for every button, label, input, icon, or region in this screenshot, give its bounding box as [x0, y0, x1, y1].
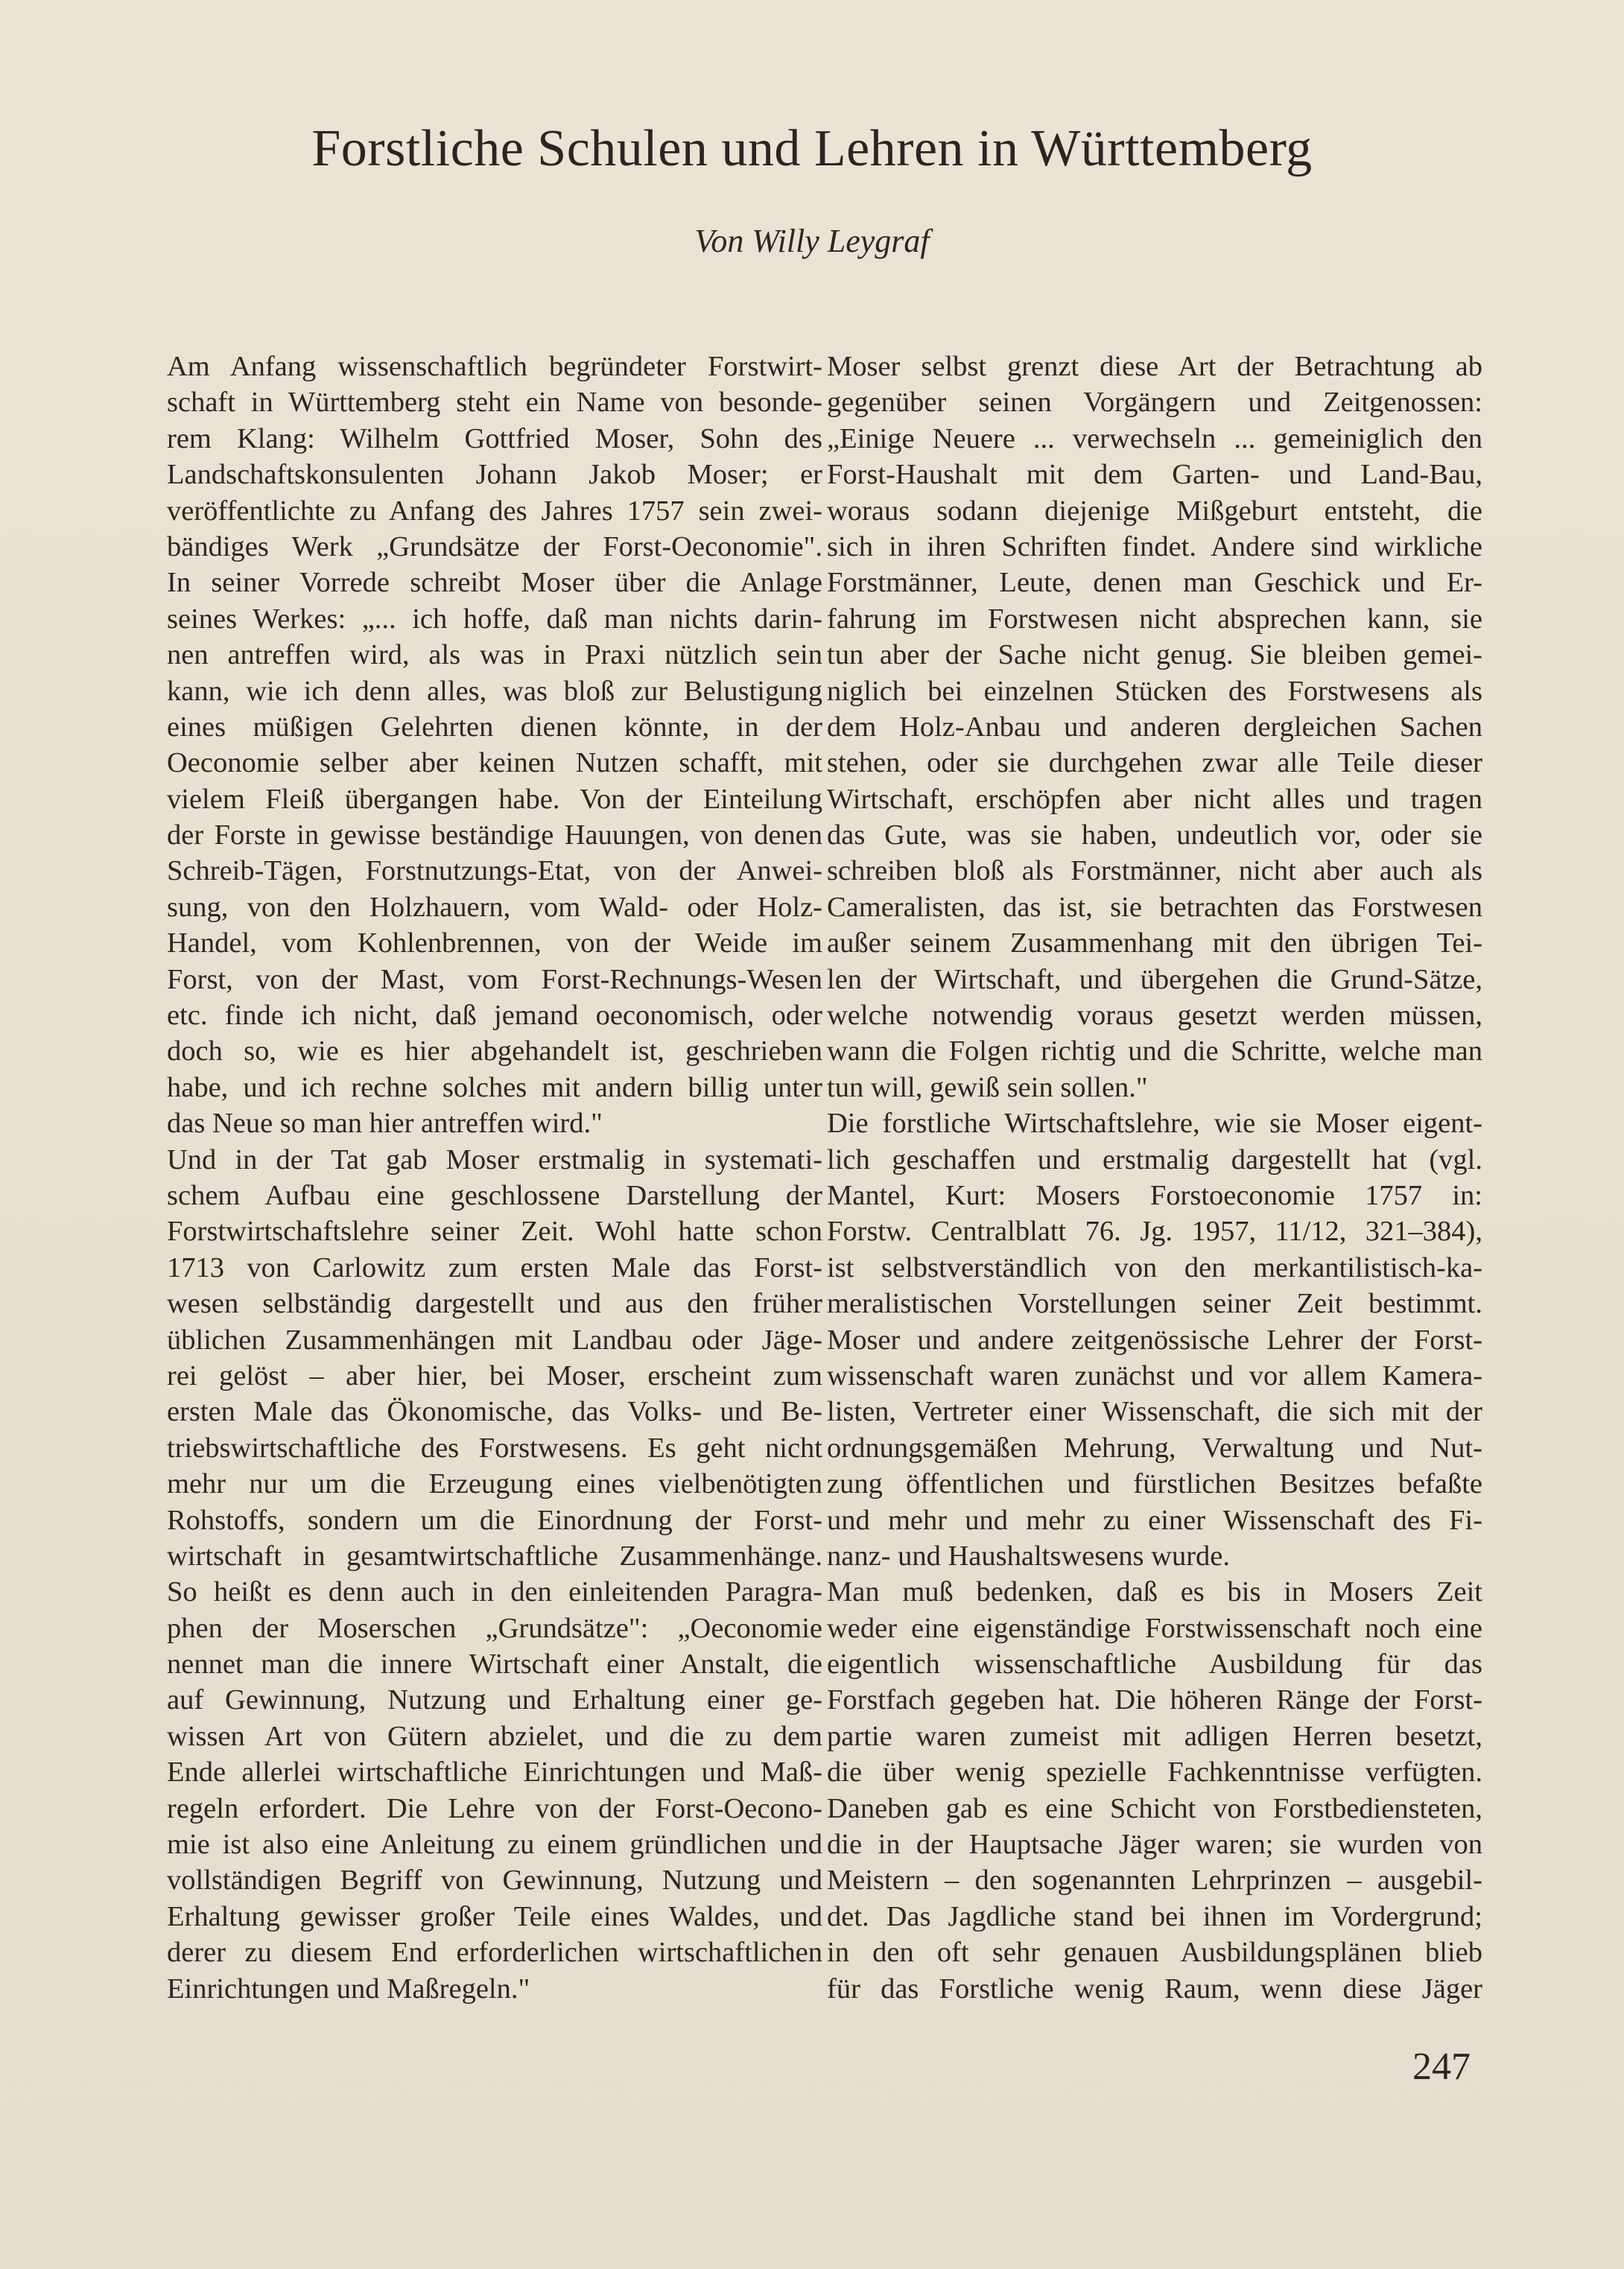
text-line: Moser selbst grenzt diese Art der Betrachtung ab	[827, 351, 1482, 382]
text-line: Wirtschaft, erschöpfen aber nicht alles und tragen	[827, 783, 1482, 815]
text-line: lich geschaffen und erstmalig dargestellt hat (vgl.	[827, 1143, 1482, 1175]
text-line: stehen, oder sie durchgehen zwar alle Teile dieser	[827, 747, 1482, 779]
text-line: außer seinem Zusammenhang mit den übrigen Tei-	[827, 927, 1482, 959]
text-line: tun will, gewiß sein sollen."	[827, 1071, 1148, 1103]
text-line: fahrung im Forstwesen nicht absprechen kann, sie	[827, 603, 1482, 635]
text-line: eines müßigen Gelehrten dienen könnte, in der	[167, 711, 822, 743]
text-line: rei gelöst – aber hier, bei Moser, erscheint zum	[167, 1359, 822, 1391]
text-line: phen der Moserschen „Grundsätze": „Oeconomie	[167, 1612, 822, 1644]
text-line: doch so, wie es hier abgehandelt ist, geschrieben	[167, 1035, 822, 1067]
text-line: Forstw. Centralblatt 76. Jg. 1957, 11/12, 321–384),	[827, 1216, 1482, 1248]
text-line: etc. finde ich nicht, daß jemand oeconomisch, oder	[167, 1000, 822, 1032]
text-line: Daneben gab es eine Schicht von Forstbediensteten,	[827, 1792, 1482, 1824]
article-title: Forstliche Schulen und Lehren in Württemberg	[311, 120, 1313, 177]
text-line: In seiner Vorrede schreibt Moser über die Anlage	[167, 567, 822, 599]
text-line: Oeconomie selber aber keinen Nutzen schafft, mit	[167, 747, 822, 779]
text-line: Ende allerlei wirtschaftliche Einrichtungen und Maß-	[167, 1757, 822, 1789]
text-line: sich in ihren Schriften findet. Andere sind wirkliche	[827, 530, 1482, 562]
text-line: vielem Fleiß übergangen habe. Von der Einteilung	[167, 783, 822, 815]
text-line: die in der Hauptsache Jäger waren; sie wurden von	[827, 1829, 1482, 1861]
text-line: wann die Folgen richtig und die Schritte, welche man	[827, 1035, 1482, 1067]
text-line: Forst-Haushalt mit dem Garten- und Land-Bau,	[827, 459, 1482, 491]
text-line: welche notwendig voraus gesetzt werden müssen,	[827, 1000, 1482, 1032]
text-line: woraus sodann diejenige Mißgeburt entsteht, die	[827, 495, 1482, 527]
text-line: 1713 von Carlowitz zum ersten Male das Forst-	[167, 1251, 822, 1283]
text-line: eigentlich wissenschaftliche Ausbildung für das	[827, 1648, 1482, 1681]
text-line: len der Wirtschaft, und übergehen die Grund-Sätze,	[827, 963, 1482, 995]
text-line: ersten Male das Ökonomische, das Volks- und Be-	[167, 1396, 822, 1428]
text-line: Schreib-Tägen, Forstnutzungs-Etat, von der Anwei-	[167, 855, 822, 887]
text-line: kann, wie ich denn alles, was bloß zur Belustigung	[167, 675, 822, 707]
text-line: üblichen Zusammenhängen mit Landbau oder Jäge-	[167, 1324, 822, 1356]
text-line: der Forste in gewisse beständige Hauungen, von denen	[167, 819, 822, 851]
text-line: sung, von den Holzhauern, vom Wald- oder Holz-	[167, 891, 822, 923]
text-line: und mehr und mehr zu einer Wissenschaft des Fi-	[827, 1504, 1482, 1536]
text-line: triebswirtschaftliche des Forstwesens. Es geht nicht	[167, 1432, 822, 1464]
text-line: veröffentlichte zu Anfang des Jahres 1757 sein zwei-	[167, 495, 822, 527]
text-line: Forstfach gegeben hat. Die höheren Ränge der Forst-	[827, 1684, 1482, 1716]
text-line: Und in der Tat gab Moser erstmalig in systemati-	[167, 1143, 822, 1175]
text-line: auf Gewinnung, Nutzung und Erhaltung einer ge-	[167, 1684, 822, 1716]
text-line: vollständigen Begriff von Gewinnung, Nutzung und	[167, 1865, 822, 1897]
text-line: listen, Vertreter einer Wissenschaft, die sich mit der	[827, 1396, 1482, 1428]
text-line: Moser und andere zeitgenössische Lehrer der Forst-	[827, 1324, 1482, 1356]
text-line: schem Aufbau eine geschlossene Darstellung der	[167, 1179, 822, 1211]
text-line: partie waren zumeist mit adligen Herren besetzt,	[827, 1720, 1482, 1752]
text-line: Meistern – den sogenannten Lehrprinzen – ausgebil-	[827, 1865, 1482, 1897]
text-line: seines Werkes: „... ich hoffe, daß man nichts darin-	[167, 603, 822, 635]
text-line: in den oft sehr genauen Ausbildungsplänen blieb	[827, 1937, 1482, 1969]
text-line: Landschaftskonsulenten Johann Jakob Moser; er	[167, 459, 822, 491]
text-line: Forstwirtschaftslehre seiner Zeit. Wohl hatte schon	[167, 1216, 822, 1248]
text-line: niglich bei einzelnen Stücken des Forstwesens als	[827, 675, 1482, 707]
text-line: zung öffentlichen und fürstlichen Besitzes befaßte	[827, 1468, 1482, 1500]
text-line: ist selbstverständlich von den merkantilistisch-ka-	[827, 1251, 1482, 1283]
text-column-left	[167, 349, 822, 2007]
text-line: Mantel, Kurt: Mosers Forstoeconomie 1757 in:	[827, 1179, 1482, 1211]
text-line: wirtschaft in gesamtwirtschaftliche Zusammenhänge.	[167, 1540, 822, 1572]
text-line: nen antreffen wird, als was in Praxi nützlich sein	[167, 639, 822, 671]
text-line: nennet man die innere Wirtschaft einer Anstalt, die	[167, 1648, 822, 1681]
text-line: Erhaltung gewisser großer Teile eines Waldes, und	[167, 1900, 822, 1932]
text-line: Die forstliche Wirtschaftslehre, wie sie Moser eigent-	[827, 1108, 1482, 1140]
text-line: wesen selbständig dargestellt und aus den früher	[167, 1288, 822, 1320]
text-line: mehr nur um die Erzeugung eines vielbenötigten	[167, 1468, 822, 1500]
text-line: det. Das Jagdliche stand bei ihnen im Vordergrund;	[827, 1900, 1482, 1932]
text-line: Handel, vom Kohlenbrennen, von der Weide im	[167, 927, 822, 959]
text-line: Cameralisten, das ist, sie betrachten das Forstwesen	[827, 891, 1482, 923]
text-line: gegenüber seinen Vorgängern und Zeitgenossen:	[827, 387, 1482, 419]
text-line: mie ist also eine Anleitung zu einem gründlichen und	[167, 1829, 822, 1861]
text-line: Forst, von der Mast, vom Forst-Rechnungs-Wesen	[167, 963, 822, 995]
text-line: meralistischen Vorstellungen seiner Zeit bestimmt.	[827, 1288, 1482, 1320]
text-line: nanz- und Haushaltswesens wurde.	[827, 1540, 1230, 1572]
text-line: So heißt es denn auch in den einleitenden Paragra-	[167, 1576, 822, 1608]
text-line: Einrichtungen und Maßregeln."	[167, 1973, 530, 2005]
text-line: rem Klang: Wilhelm Gottfried Moser, Sohn des	[167, 422, 822, 454]
text-line: für das Forstliche wenig Raum, wenn diese Jäger	[827, 1973, 1482, 2005]
text-line: schreiben bloß als Forstmänner, nicht aber auch als	[827, 855, 1482, 887]
text-line: Forstmänner, Leute, denen man Geschick und Er-	[827, 567, 1482, 599]
page-number: 247	[1412, 2046, 1471, 2088]
text-line: ordnungsgemäßen Mehrung, Verwaltung und Nut-	[827, 1432, 1482, 1464]
text-line: Man muß bedenken, daß es bis in Mosers Zeit	[827, 1576, 1482, 1608]
text-line: bändiges Werk „Grundsätze der Forst-Oeconomie".	[167, 530, 822, 562]
text-line: das Neue so man hier antreffen wird."	[167, 1108, 603, 1140]
text-line: regeln erfordert. Die Lehre von der Forst-Oecono-	[167, 1792, 822, 1824]
text-line: wissen Art von Gütern abzielet, und die zu dem	[167, 1720, 822, 1752]
text-line: die über wenig spezielle Fachkenntnisse verfügten.	[827, 1757, 1482, 1789]
text-line: Rohstoffs, sondern um die Einordnung der Forst-	[167, 1504, 822, 1536]
text-line: dem Holz-Anbau und anderen dergleichen Sachen	[827, 711, 1482, 743]
text-line: tun aber der Sache nicht genug. Sie bleiben gemei-	[827, 639, 1482, 671]
text-line: schaft in Württemberg steht ein Name von besonde-	[167, 387, 822, 419]
text-line: weder eine eigenständige Forstwissenschaft noch eine	[827, 1612, 1482, 1644]
text-line: „Einige Neuere ... verwechseln ... gemeiniglich den	[827, 422, 1482, 454]
author-byline: Von Willy Leygraf	[694, 223, 930, 259]
text-line: wissenschaft waren zunächst und vor allem Kamera-	[827, 1359, 1482, 1391]
text-line: derer zu diesem End erforderlichen wirtschaftlichen	[167, 1937, 822, 1969]
text-line: das Gute, was sie haben, undeutlich vor, oder sie	[827, 819, 1482, 851]
text-line: habe, und ich rechne solches mit andern billig unter	[167, 1071, 822, 1103]
text-column-right	[827, 349, 1482, 2007]
text-line: Am Anfang wissenschaftlich begründeter Forstwirt-	[167, 351, 822, 382]
